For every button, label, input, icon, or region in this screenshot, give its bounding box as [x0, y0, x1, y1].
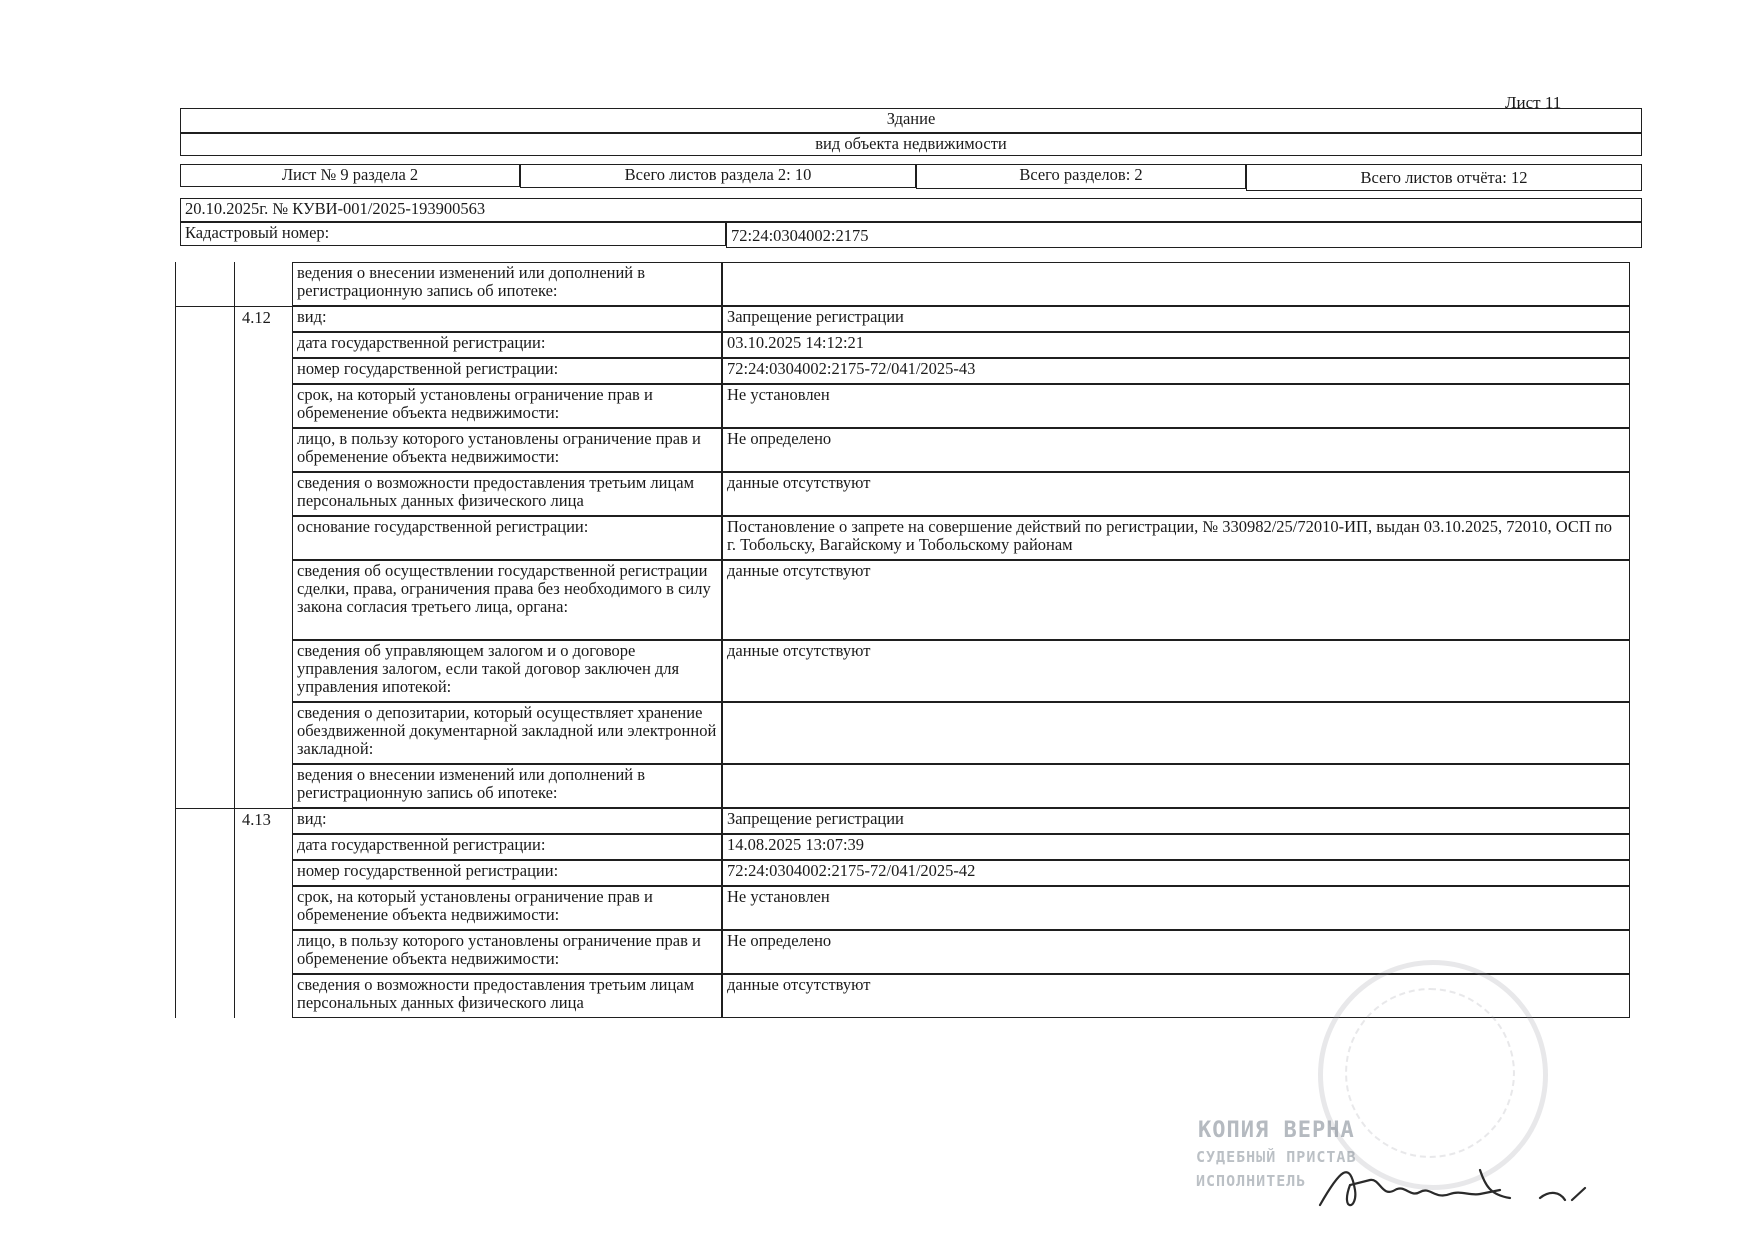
table-row-value	[722, 262, 1630, 306]
object-kind-label: вид объекта недвижимости	[180, 133, 1642, 156]
table-row-label: ведения о внесении изменений или дополнений в регистрационную запись об ипотеке:	[292, 764, 722, 808]
sheet-label: Лист 11	[1505, 93, 1562, 112]
table-row-label: лицо, в пользу которого установлены ограничение прав и обременение объекта недвижимости:	[292, 930, 722, 974]
table-left-border	[175, 808, 176, 1018]
record-number: 4.13	[242, 810, 271, 829]
table-row-label: ведения о внесении изменений или дополнений в регистрационную запись об ипотеке:	[292, 262, 722, 306]
table-row-value: 72:24:0304002:2175-72/041/2025-42	[722, 860, 1630, 886]
table-row-label: сведения о депозитарии, который осуществляет хранение обездвиженной документарной закладной или электронной закладной:	[292, 702, 722, 764]
cadastral-number: 72:24:0304002:2175	[726, 222, 1642, 248]
table-row-value: Запрещение регистрации	[722, 306, 1630, 332]
table-row-label: вид:	[292, 808, 722, 834]
table-row-value	[722, 702, 1630, 764]
table-row-label: основание государственной регистрации:	[292, 516, 722, 560]
stamp-bailiff: СУДЕБНЫЙ ПРИСТАВ	[1196, 1148, 1357, 1166]
table-row-value: 72:24:0304002:2175-72/041/2025-43	[722, 358, 1630, 384]
table-row-label: вид:	[292, 306, 722, 332]
stamp-copy-true: КОПИЯ ВЕРНА	[1198, 1118, 1355, 1143]
total-sheets-report: Всего листов отчёта: 12	[1246, 164, 1642, 191]
signature	[1310, 1150, 1610, 1220]
table-row-value: 03.10.2025 14:12:21	[722, 332, 1630, 358]
table-row-value: данные отсутствуют	[722, 640, 1630, 702]
table-row-value: Не определено	[722, 930, 1630, 974]
table-row-value: Запрещение регистрации	[722, 808, 1630, 834]
record-number: 4.12	[242, 308, 271, 327]
table-left-border	[175, 306, 176, 808]
table-row-value: данные отсутствуют	[722, 472, 1630, 516]
document-reference: 20.10.2025г. № КУВИ-001/2025-193900563	[180, 198, 1642, 222]
stamp-executor: ИСПОЛНИТЕЛЬ	[1196, 1172, 1307, 1190]
total-sheets-section: Всего листов раздела 2: 10	[520, 164, 916, 188]
table-row-label: срок, на который установлены ограничение прав и обременение объекта недвижимости:	[292, 384, 722, 428]
round-seal-inner	[1345, 988, 1515, 1158]
table-row-value: Постановление о запрете на совершение действий по регистрации, № 330982/25/72010-ИП, выдан 03.10.2025, 72010, ОСП по г. Тобольску, Вагайскому и Тобольскому районам	[722, 516, 1630, 560]
table-row-value	[722, 764, 1630, 808]
table-col-divider	[234, 808, 235, 1018]
table-row-label: сведения о возможности предоставления третьим лицам персональных данных физического лица	[292, 472, 722, 516]
object-title: Здание	[180, 108, 1642, 133]
table-row-label: номер государственной регистрации:	[292, 358, 722, 384]
table-row-value: данные отсутствуют	[722, 974, 1630, 1018]
table-row-value: данные отсутствуют	[722, 560, 1630, 640]
table-row-value: Не установлен	[722, 384, 1630, 428]
table-row-label: дата государственной регистрации:	[292, 332, 722, 358]
table-row-label: сведения об осуществлении государственной регистрации сделки, права, ограничения права без необходимого в силу закона согласия третьего лица, органа:	[292, 560, 722, 640]
table-row-value: Не определено	[722, 428, 1630, 472]
table-left-border	[175, 262, 176, 306]
sheet-number: Лист № 9 раздела 2	[180, 164, 520, 187]
table-row-label: сведения о возможности предоставления третьим лицам персональных данных физического лица	[292, 974, 722, 1018]
table-col-divider	[234, 262, 235, 306]
table-row-value: Не установлен	[722, 886, 1630, 930]
table-col-divider	[234, 306, 235, 808]
total-sections: Всего разделов: 2	[916, 164, 1246, 189]
table-row-label: лицо, в пользу которого установлены ограничение прав и обременение объекта недвижимости:	[292, 428, 722, 472]
table-row-label: срок, на который установлены ограничение прав и обременение объекта недвижимости:	[292, 886, 722, 930]
cadastral-label: Кадастровый номер:	[180, 222, 726, 246]
table-row-label: дата государственной регистрации:	[292, 834, 722, 860]
table-row-label: номер государственной регистрации:	[292, 860, 722, 886]
table-row-label: сведения об управляющем залогом и о договоре управления залогом, если такой договор заключен для управления ипотекой:	[292, 640, 722, 702]
table-row-value: 14.08.2025 13:07:39	[722, 834, 1630, 860]
